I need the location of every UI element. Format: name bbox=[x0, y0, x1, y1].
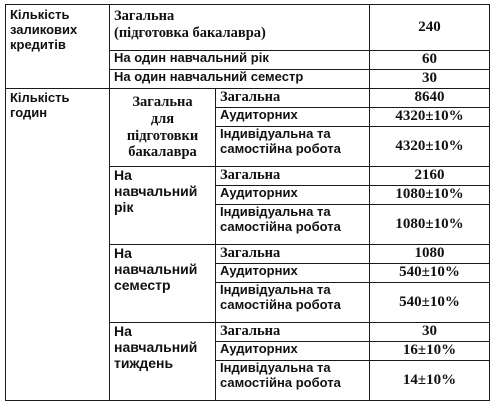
hours-row-value: 8640 bbox=[370, 89, 490, 108]
hours-row-label: Загальна bbox=[216, 167, 370, 186]
hours-row-label: Індивідуальна та самостійна робота bbox=[216, 205, 370, 245]
credits-hours-table bbox=[5, 4, 490, 401]
hours-row-label: Аудиторних bbox=[216, 108, 370, 127]
hours-row-label: Загальна bbox=[216, 245, 370, 264]
hours-block-label: Загальна для підготовки бакалавра bbox=[110, 89, 216, 167]
credits-label: Кількість заликових кредитів bbox=[6, 5, 110, 89]
hours-row-value: 540±10% bbox=[370, 264, 490, 283]
hours-block-label: На навчальний рік bbox=[110, 167, 216, 245]
hours-row-label: Аудиторних bbox=[216, 264, 370, 283]
hours-row-label: Індивідуальна та самостійна робота bbox=[216, 127, 370, 167]
hours-row-value: 16±10% bbox=[370, 342, 490, 361]
credits-year-value: 60 bbox=[370, 51, 490, 70]
hours-row-label: Аудиторних bbox=[216, 342, 370, 361]
hours-block-label: На навчальний тиждень bbox=[110, 323, 216, 401]
hours-block-label: На навчальний семестр bbox=[110, 245, 216, 323]
credits-total-value: 240 bbox=[370, 5, 490, 51]
hours-row-value: 1080 bbox=[370, 245, 490, 264]
hours-row-label: Індивідуальна та самостійна робота bbox=[216, 283, 370, 323]
table-row bbox=[6, 5, 490, 51]
credits-semester-value: 30 bbox=[370, 70, 490, 89]
hours-row-value: 30 bbox=[370, 323, 490, 342]
hours-row-label: Індивідуальна та самостійна робота bbox=[216, 361, 370, 401]
table-row bbox=[6, 89, 490, 108]
hours-row-label: Аудиторних bbox=[216, 186, 370, 205]
credits-year-label: На один навчальний рік bbox=[110, 51, 370, 70]
hours-row-value: 4320±10% bbox=[370, 108, 490, 127]
hours-row-value: 4320±10% bbox=[370, 127, 490, 167]
hours-label: Кількість годин bbox=[6, 89, 110, 401]
credits-semester-label: На один навчальний семестр bbox=[110, 70, 370, 89]
hours-row-value: 1080±10% bbox=[370, 186, 490, 205]
hours-row-value: 540±10% bbox=[370, 283, 490, 323]
credits-total-label: Загальна (підготовка бакалавра) bbox=[110, 5, 370, 51]
hours-row-value: 14±10% bbox=[370, 361, 490, 401]
hours-row-label: Загальна bbox=[216, 89, 370, 108]
hours-row-value: 1080±10% bbox=[370, 205, 490, 245]
hours-row-value: 2160 bbox=[370, 167, 490, 186]
hours-row-label: Загальна bbox=[216, 323, 370, 342]
